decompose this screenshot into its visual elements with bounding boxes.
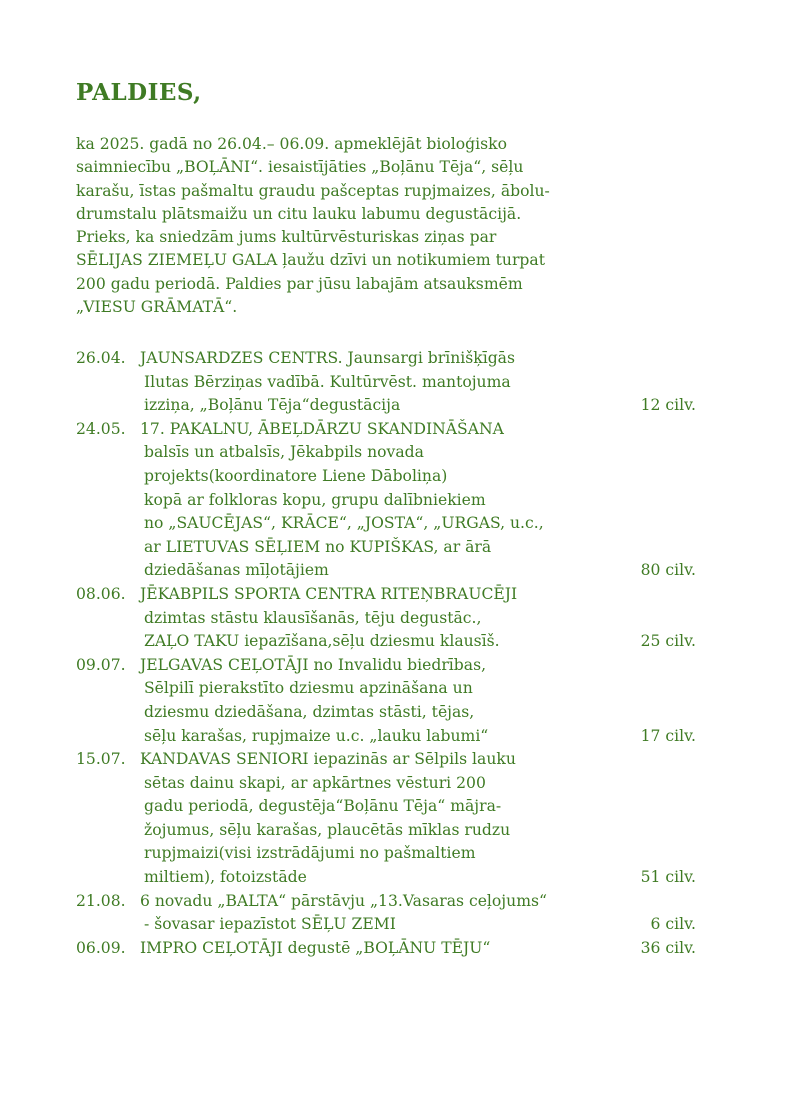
- visitor-count: 12 cilv.: [640, 396, 696, 415]
- visit-entry-row: [76, 371, 696, 395]
- page-title: PALDIES,: [76, 79, 202, 106]
- visitor-count: 80 cilv.: [640, 561, 696, 580]
- visit-entry-row: [76, 418, 696, 442]
- intro-line: drumstalu plātsmaižu un citu lauku labumu degustācijā.: [76, 204, 522, 223]
- visit-entry-row: [76, 795, 696, 819]
- visit-entry-row: [76, 677, 696, 701]
- visit-entry-row: [76, 819, 696, 843]
- visit-description-line: miltiem), fotoizstāde: [144, 868, 307, 887]
- intro-line: „VIESU GRĀMATĀ“.: [76, 298, 238, 317]
- intro-line: karašu, īstas pašmaltu graudu pašceptas rupjmaizes, ābolu-: [76, 181, 550, 200]
- visit-description-line: izziņa, „Boļānu Tēja“degustācija: [144, 396, 401, 415]
- intro-paragraph: [76, 133, 716, 319]
- visitor-count: 36 cilv.: [640, 938, 696, 957]
- visit-description-line: JAUNSARDZES CENTRS. Jaunsargi brīnišķīgās: [140, 349, 515, 367]
- intro-line: SĒLIJAS ZIEMEĻU GALA ļaužu dzīvi un notikumiem turpat: [76, 251, 545, 270]
- visit-entry-row: [76, 701, 696, 725]
- visit-entry: [76, 937, 696, 961]
- visitor-count: 25 cilv.: [640, 632, 696, 651]
- visit-description-line: - šovasar iepazīstot SĒĻU ZEMI: [144, 915, 396, 934]
- visit-description-line: 17. PAKALNU, ĀBEĻDĀRZU SKANDINĀŠANA: [140, 419, 504, 438]
- visit-entry-row: [76, 465, 696, 489]
- visit-description-line: IMPRO CEĻOTĀJI degustē „BOĻĀNU TĒJU“: [140, 938, 491, 957]
- intro-line: ka 2025. gadā no 26.04.– 06.09. apmeklējāt bioloģisko: [76, 135, 507, 153]
- visit-entry-row: [76, 489, 696, 513]
- visitor-count: 6 cilv.: [650, 915, 696, 934]
- intro-line: 200 gadu periodā. Paldies par jūsu labajām atsauksmēm: [76, 274, 523, 293]
- visit-description-line: sētas dainu skapi, ar apkārtnes vēsturi 200: [144, 773, 486, 792]
- visit-entry-row: [76, 725, 696, 749]
- visit-description-line: dziesmu dziedāšana, dzimtas stāsti, tējas,: [144, 702, 475, 721]
- intro-line: saimniecību „BOĻĀNI“. iesaistījāties „Boļānu Tēja“, sēļu: [76, 158, 524, 177]
- visit-date: 09.07.: [76, 655, 126, 674]
- visit-description-line: gadu periodā, degustēja“Boļānu Tēja“ mājra-: [144, 797, 502, 816]
- visit-description-line: projekts(koordinatore Liene Dāboliņa): [144, 466, 448, 485]
- visit-date: 21.08.: [76, 891, 126, 910]
- visitor-count: 51 cilv.: [640, 868, 696, 887]
- visit-entry-row: [76, 347, 696, 371]
- visit-entry-row: [76, 559, 696, 583]
- visit-entry-row: [76, 394, 696, 418]
- visit-date: 15.07.: [76, 750, 126, 769]
- visit-entry-row: [76, 772, 696, 796]
- visit-description-line: KANDAVAS SENIORI iepazinās ar Sēlpils lauku: [140, 750, 516, 769]
- visit-description-line: rupjmaizi(visi izstrādājumi no pašmaltiem: [144, 844, 476, 863]
- visit-description-line: Ilutas Bērziņas vadībā. Kultūrvēst. mantojuma: [144, 372, 511, 391]
- visit-date: 06.09.: [76, 938, 126, 957]
- visit-entry-row: [76, 866, 696, 890]
- visit-date: 24.05.: [76, 419, 126, 438]
- visit-description-line: 6 novadu „BALTA“ pārstāvju „13.Vasaras ceļojums“: [140, 891, 547, 910]
- visit-entry-row: [76, 937, 696, 961]
- visit-entry: [76, 347, 696, 418]
- visit-entry: [76, 654, 696, 748]
- visit-description-line: JĒKABPILS SPORTA CENTRA RITEŅBRAUCĒJI: [140, 584, 518, 603]
- visit-date: 08.06.: [76, 584, 126, 603]
- visit-description-line: Sēlpilī pierakstīto dziesmu apzināšana un: [144, 679, 473, 698]
- visit-description-line: ZAĻO TAKU iepazīšana,sēļu dziesmu klausīš.: [144, 632, 500, 651]
- visit-entry-row: [76, 512, 696, 536]
- visit-entry-row: [76, 913, 696, 937]
- visit-entry-row: [76, 654, 696, 678]
- visit-entry: [76, 748, 696, 890]
- visit-entry-row: [76, 536, 696, 560]
- visit-entry-row: [76, 842, 696, 866]
- visit-entry-row: [76, 630, 696, 654]
- visit-entry-row: [76, 607, 696, 631]
- visit-entry-row: [76, 748, 696, 772]
- visit-description-line: dzimtas stāstu klausīšanās, tēju degustāc.,: [144, 608, 482, 627]
- visit-date: 26.04.: [76, 349, 126, 367]
- visit-description-line: sēļu karašas, rupjmaize u.c. „lauku labumi“: [144, 726, 489, 745]
- visit-description-line: dziedāšanas mīļotājiem: [144, 561, 329, 580]
- visit-entry-row: [76, 583, 696, 607]
- visit-description-line: balsīs un atbalsīs, Jēkabpils novada: [144, 443, 424, 462]
- visit-description-line: no „SAUCĒJAS“, KRĀCE“, „JOSTA“, „URGAS, u.c.,: [144, 514, 544, 533]
- visit-list: [76, 347, 696, 960]
- visit-entry: [76, 890, 696, 937]
- visit-entry-row: [76, 890, 696, 914]
- visit-entry-row: [76, 441, 696, 465]
- visit-entry: [76, 583, 696, 654]
- visitor-count: 17 cilv.: [640, 726, 696, 745]
- visit-description-line: ar LIETUVAS SĒĻIEM no KUPIŠKAS, ar ārā: [144, 537, 492, 556]
- visit-description-line: kopā ar folkloras kopu, grupu dalībniekiem: [144, 490, 486, 509]
- visit-description-line: JELGAVAS CEĻOTĀJI no Invalidu biedrības,: [140, 655, 487, 674]
- visit-description-line: žojumus, sēļu karašas, plaucētās mīklas rudzu: [144, 820, 511, 839]
- visit-entry: [76, 418, 696, 583]
- intro-line: Prieks, ka sniedzām jums kultūrvēsturiskas ziņas par: [76, 228, 497, 247]
